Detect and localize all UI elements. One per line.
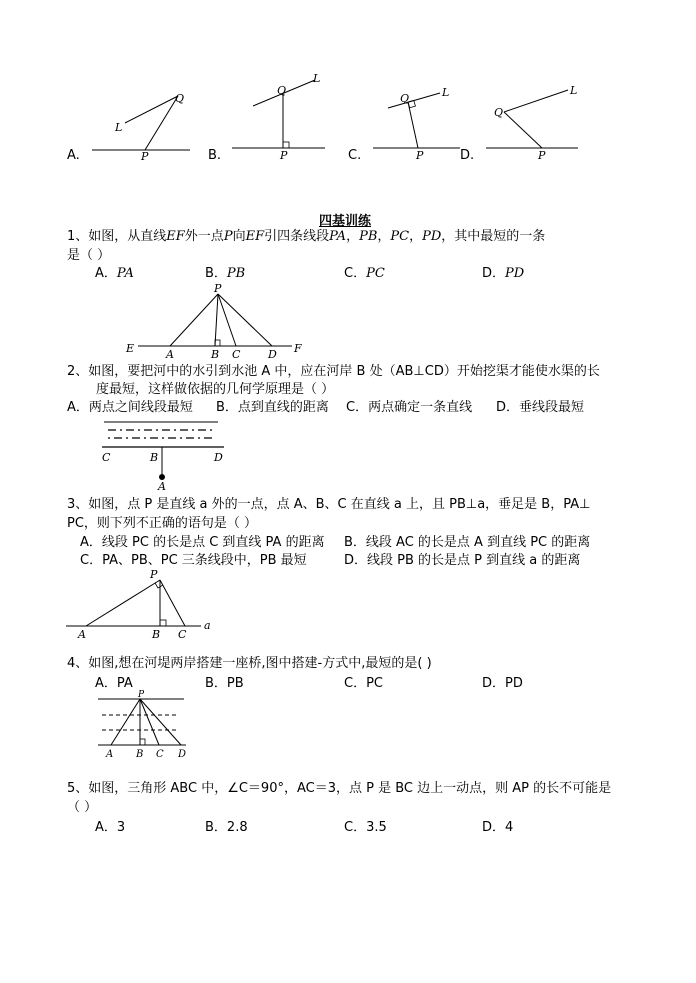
q4-stem-line1: 4、如图,想在河堤两岸搭建一座桥,图中搭建-方式中,最短的是( ) (67, 656, 432, 671)
q1-option-b: B．PB (205, 266, 246, 281)
q2-option-b: B．点到直线的距离 (216, 400, 329, 415)
label-l: L (442, 86, 450, 99)
fig1-label-d: D (268, 348, 277, 361)
label-q: Q (494, 106, 504, 119)
q1-stem-line1: 1、如图，从直线EF外一点P向EF引四条线段PA，PB，PC，PD，其中最短的一条 (67, 229, 546, 244)
fig2-label-b: B (150, 451, 159, 464)
figure-option-d (478, 80, 598, 170)
fig2-label-a: A (158, 480, 166, 493)
option-a-label: A. (67, 148, 80, 163)
fig2-label-c: C (102, 451, 111, 464)
option-c-label: C. (348, 148, 362, 163)
q2-stem-line2: 度最短，这样做依据的几何学原理是（ ） (96, 382, 335, 397)
q1-figure (122, 282, 322, 362)
q3-option-a: A．线段 PC 的长是点 C 到直线 PA 的距离 (80, 535, 325, 550)
q4-option-d: D．PD (482, 676, 523, 691)
label-q: Q (400, 92, 410, 105)
q5-option-c: C．3.5 (344, 820, 387, 835)
q2-option-c: C．两点确定一条直线 (346, 400, 473, 415)
q3-option-b: B．线段 AC 的长是点 A 到直线 PC 的距离 (344, 535, 591, 550)
q4-option-b: B．PB (205, 676, 244, 691)
q5-option-d: D．4 (482, 820, 514, 835)
q3-option-c: C．PA、PB、PC 三条线段中，PB 最短 (80, 553, 307, 568)
fig3-label-a-line: a (204, 619, 211, 632)
fig1-label-c: C (232, 348, 241, 361)
fig4-label-p: P (138, 690, 145, 700)
fig3-label-a: A (78, 628, 86, 641)
q3-stem-line2: PC，则下列不正确的语句是（ ） (67, 516, 258, 531)
q3-option-d: D．线段 PB 的长是点 P 到直线 a 的距离 (344, 553, 581, 568)
q1-option-c: C．PC (344, 266, 385, 281)
q1-option-d: D．PD (482, 266, 525, 281)
label-l: L (570, 84, 578, 97)
q4-option-a: A．PA (95, 676, 133, 691)
q5-option-b: B．2.8 (205, 820, 248, 835)
fig1-label-f: F (294, 342, 302, 355)
label-p: P (280, 149, 288, 162)
fig4-label-a: A (106, 749, 114, 760)
option-b-label: B. (208, 148, 222, 163)
q3-figure (66, 566, 226, 641)
label-p: P (538, 149, 546, 162)
fig4-label-b: B (136, 749, 144, 760)
q2-option-d: D．垂线段最短 (496, 400, 585, 415)
fig3-label-b: B (152, 628, 161, 641)
fig1-label-p: P (214, 282, 222, 295)
label-p: P (141, 150, 149, 163)
fig4-label-c: C (156, 749, 164, 760)
q2-option-a: A．两点之间线段最短 (67, 400, 193, 415)
q5-option-a: A．3 (95, 820, 126, 835)
option-d-label: D. (460, 148, 475, 163)
fig1-label-a: A (166, 348, 174, 361)
q2-stem-line1: 2、如图，要把河中的水引到水池 A 中，应在河岸 B 处（AB⊥CD）开始挖渠才能使水渠的长 (67, 364, 600, 379)
q1-stem-line2: 是（ ） (67, 248, 111, 263)
q1-option-a: A．PA (95, 266, 134, 281)
q2-figure (100, 418, 240, 493)
q3-stem-line1: 3、如图，点 P 是直线 a 外的一点，点 A、B、C 在直线 a 上，且 PB⊥a，垂足是 B，PA⊥ (67, 497, 591, 512)
figure-option-a (85, 80, 205, 170)
figure-option-b (225, 70, 345, 160)
label-q: Q (277, 84, 287, 97)
fig3-label-c: C (178, 628, 187, 641)
label-l: L (115, 121, 123, 134)
q5-stem-line1: 5、如图，三角形 ABC 中，∠C＝90°，AC＝3，点 P 是 BC 边上一动点，则 AP 的长不可能是 (67, 781, 612, 796)
fig1-label-b: B (211, 348, 220, 361)
section-title: 四基训练 (319, 214, 372, 229)
q4-option-c: C．PC (344, 676, 383, 691)
label-p: P (416, 149, 424, 162)
q5-stem-line2: （ ） (67, 800, 98, 815)
label-l: L (313, 72, 321, 85)
fig1-label-e: E (126, 342, 135, 355)
q4-figure (96, 688, 206, 763)
fig2-label-d: D (214, 451, 223, 464)
label-q: Q (175, 92, 185, 105)
fig3-label-p: P (150, 568, 158, 581)
fig4-label-d: D (178, 749, 187, 760)
